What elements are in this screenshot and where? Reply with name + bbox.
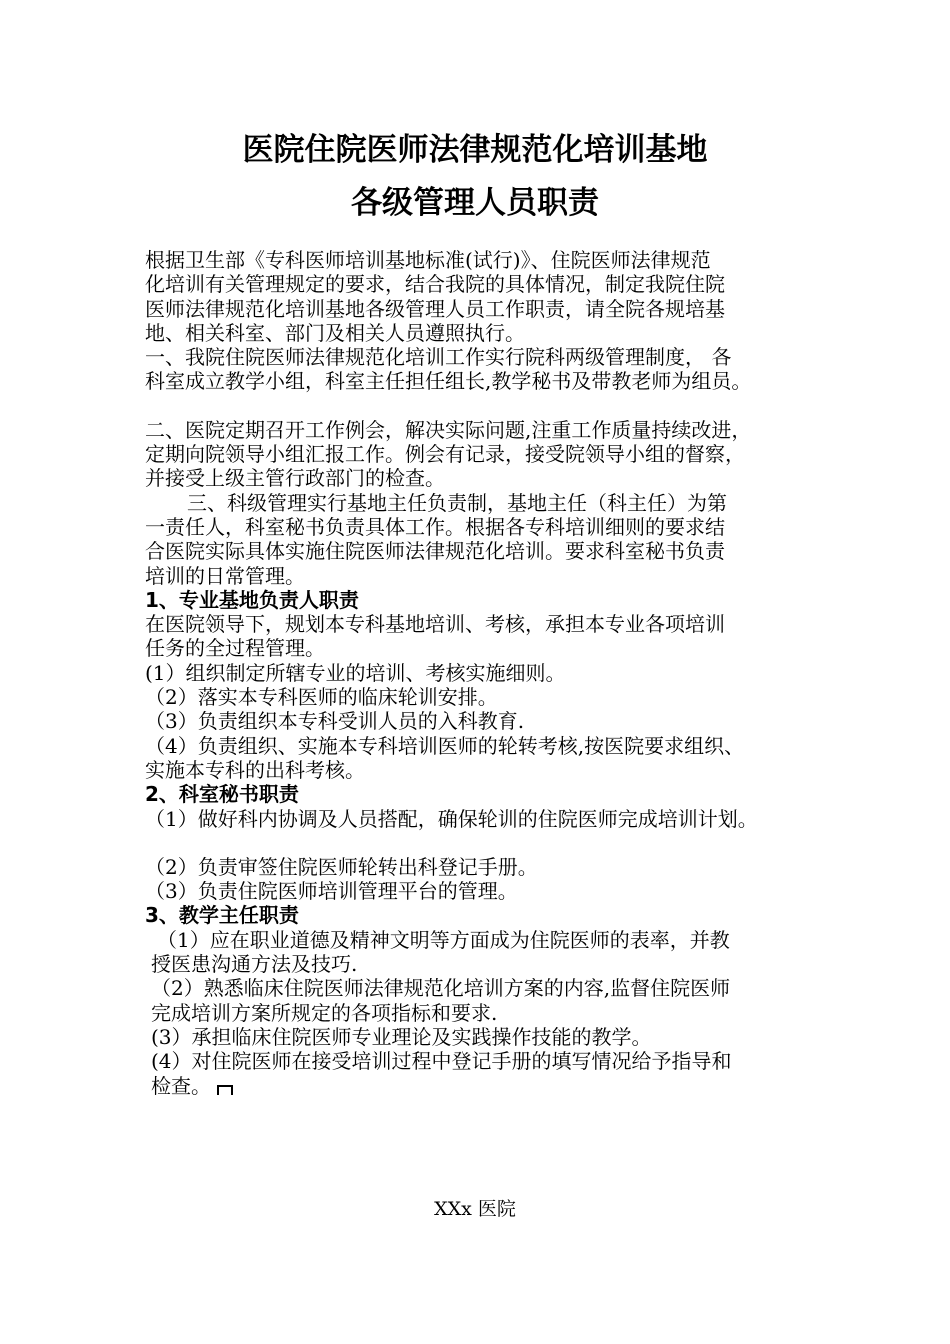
clause-three-line: 培训的日常管理。 — [145, 563, 305, 588]
clause-three-line: 合医院实际具体实施住院医师法律规范化培训。要求科室秘书负责 — [145, 539, 725, 564]
section3-item: （1）应在职业道德及精神文明等方面成为住院医师的表率，并教 — [157, 927, 730, 952]
section1-desc-line: 在医院领导下，规划本专科基地培训、考核，承担本专业各项培训 — [145, 612, 725, 637]
section3-item: 检查。 — [151, 1073, 211, 1098]
text-cursor-icon — [217, 1085, 233, 1095]
intro-line: 地、相关科室、部门及相关人员遵照执行。 — [145, 320, 525, 345]
section2-item: （1）做好科内协调及人员搭配，确保轮训的住院医师完成培训计划。 — [145, 806, 758, 831]
clause-three-line: 一责任人，科室秘书负责具体工作。根据各专科培训细则的要求结 — [145, 514, 725, 539]
section2-heading: 2、科室秘书职责 — [145, 782, 299, 807]
clause-two-line: 二、医院定期召开工作例会，解决实际问题,注重工作质量持续改进， — [145, 417, 752, 442]
section2-item: （3）负责住院医师培训管理平台的管理。 — [145, 879, 518, 904]
section3-item: 完成培训方案所规定的各项指标和要求. — [151, 1000, 498, 1025]
blank-line — [145, 831, 835, 855]
clause-one-line: 一、我院住院医师法律规范化培训工作实行院科两级管理制度， 各 — [145, 345, 732, 370]
document-body — [145, 248, 835, 1098]
section3-item: (3）承担临床住院医师专业理论及实践操作技能的教学。 — [151, 1024, 652, 1049]
clause-three-line: 三、科级管理实行基地主任负责制，基地主任（科主任）为第 — [187, 490, 727, 515]
section1-item: （2）落实本专科医师的临床轮训安排。 — [145, 685, 498, 710]
section1-desc-line: 任务的全过程管理。 — [145, 636, 325, 661]
intro-line: 化培训有关管理规定的要求，结合我院的具体情况，制定我院住院 — [145, 272, 725, 297]
section3-last-line — [145, 1074, 835, 1098]
section2-item: （2）负责审签住院医师轮转出科登记手册。 — [145, 854, 538, 879]
blank-line — [145, 394, 835, 418]
section1-item: （4）负责组织、实施本专科培训医师的轮转考核,按医院要求组织、 — [145, 733, 745, 758]
section1-item: 实施本专科的出科考核。 — [145, 757, 365, 782]
document-title-line2: 各级管理人员职责 — [351, 185, 599, 221]
clause-two-line: 并接受上级主管行政部门的检查。 — [145, 466, 445, 491]
section1-item: （3）负责组织本专科受训人员的入科教育. — [145, 709, 525, 734]
section1-heading: 1、专业基地负责人职责 — [145, 587, 359, 612]
clause-two-line: 定期向院领导小组汇报工作。例会有记录，接受院领导小组的督察， — [145, 442, 745, 467]
section3-item: (4）对住院医师在接受培训过程中登记手册的填写情况给予指导和 — [151, 1049, 732, 1074]
footer-organization: XXx 医院 — [434, 1198, 516, 1220]
section3-heading: 3、教学主任职责 — [145, 903, 299, 928]
section3-item: （2）熟悉临床住院医师法律规范化培训方案的内容,监督住院医师 — [151, 976, 731, 1001]
document-title-line1: 医院住院医师法律规范化培训基地 — [242, 132, 708, 168]
intro-line: 医师法律规范化培训基地各级管理人员工作职责，请全院各规培基 — [145, 296, 725, 321]
section1-item: (1）组织制定所辖专业的培训、考核实施细则。 — [145, 660, 566, 685]
intro-line: 根据卫生部《专科医师培训基地标准(试行)》、住院医师法律规范 — [145, 248, 711, 272]
section3-item: 授医患沟通方法及技巧. — [151, 952, 358, 977]
clause-one-line: 科室成立教学小组，科室主任担任组长,教学秘书及带教老师为组员。 — [145, 369, 752, 394]
